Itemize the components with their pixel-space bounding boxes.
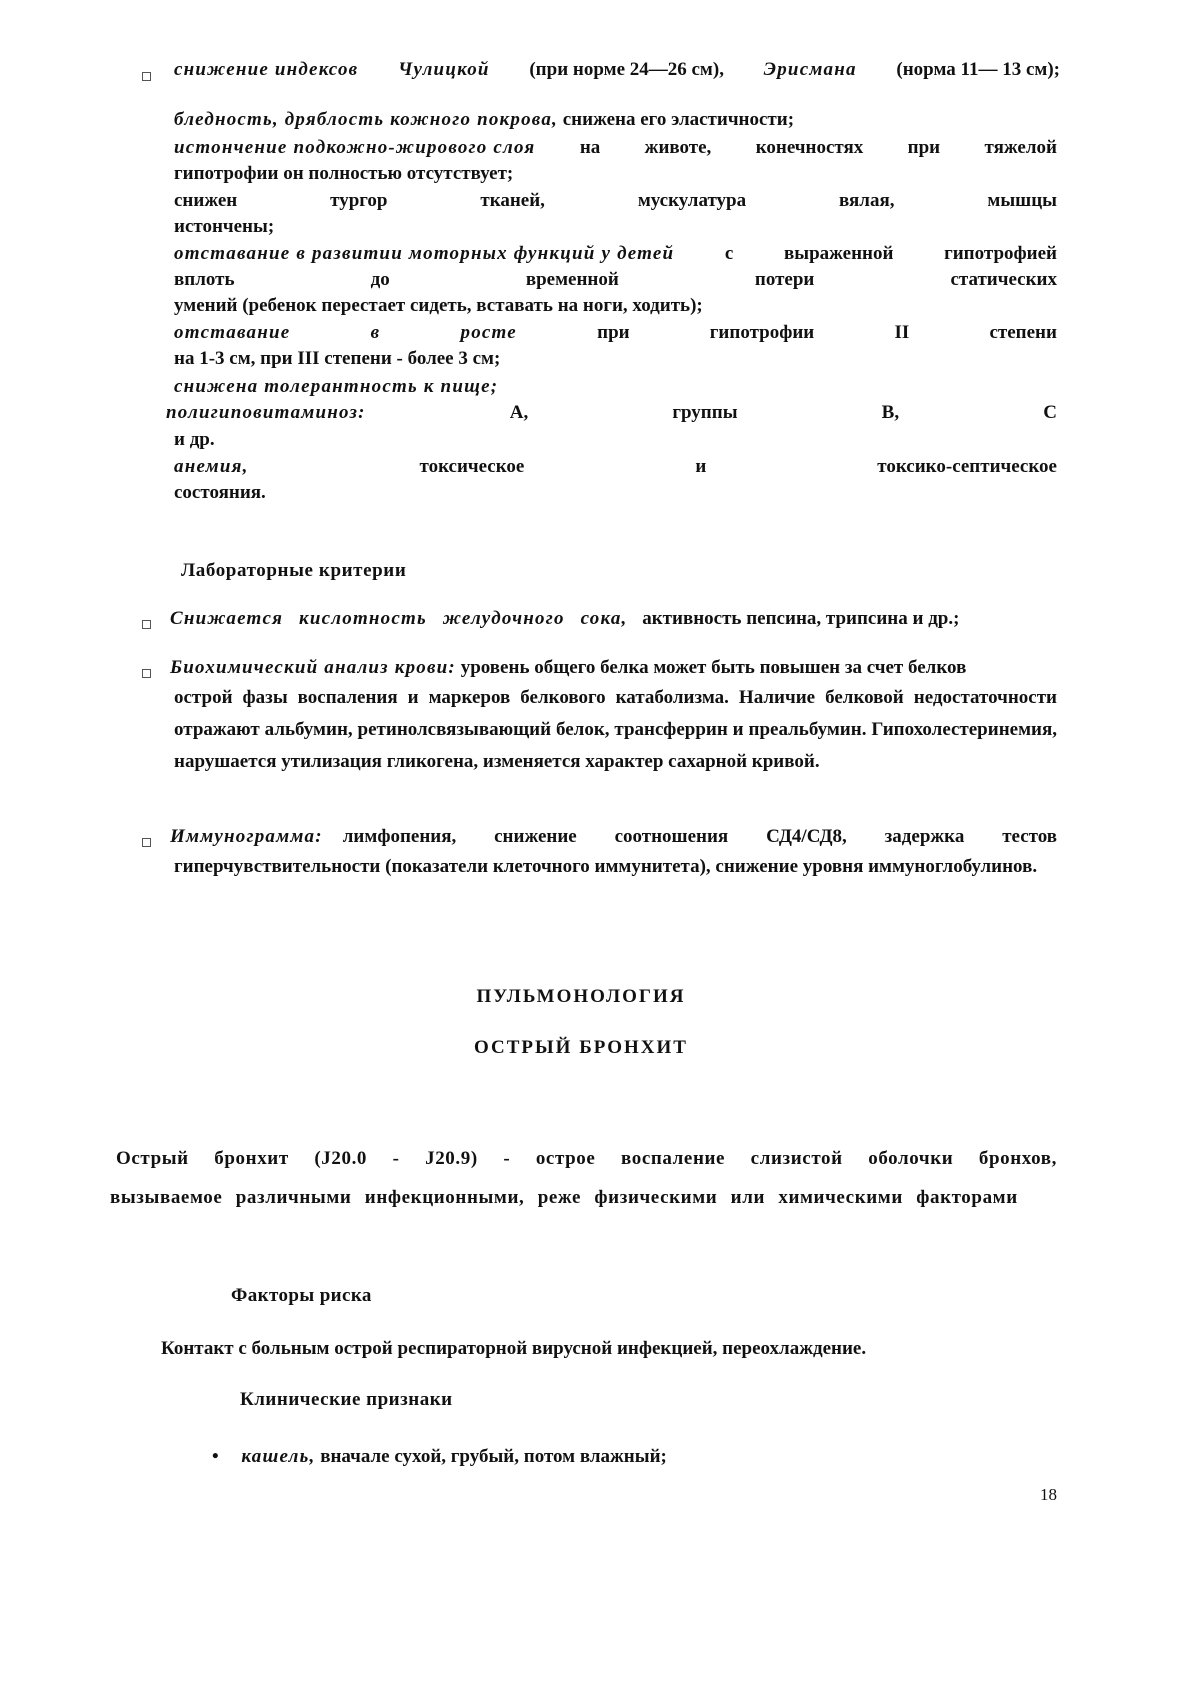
lab-heading: Лабораторные критерии — [181, 560, 407, 581]
paleness-line — [174, 109, 794, 131]
anemia-word: токсическое — [419, 456, 525, 477]
thinning-word: тяжелой — [984, 137, 1057, 158]
growth-word: при — [597, 322, 630, 343]
turgor-word: мышцы — [987, 190, 1057, 211]
erisman-norm: (норма 11— 13 см); — [896, 59, 1060, 80]
vitamins-line — [166, 402, 1057, 424]
growth-italic: отставание — [174, 322, 291, 343]
lab-biochem-line — [170, 657, 966, 679]
turgor-word: тканей, — [480, 190, 545, 211]
thinning-word: при — [907, 137, 941, 158]
definition-paragraph: Острый бронхит (J20.0 - J20.9) - острое воспаление слизистой оболочки бронхов, вызываемое различными инфекционными, реже физическими или химическими факторами — [110, 1148, 1057, 1208]
motor-word: до — [370, 269, 390, 290]
clinical-heading: Клинические признаки — [240, 1389, 453, 1410]
risk-heading: Факторы риска — [231, 1285, 372, 1306]
bullet-marker — [142, 72, 151, 81]
indices-line — [174, 59, 1060, 81]
risk-text: Контакт с больным острой респираторной вирусной инфекцией, переохлаждение. — [161, 1338, 867, 1359]
bullet-dot: • — [212, 1446, 219, 1467]
turgor-word: мускулатура — [637, 190, 747, 211]
cough-line — [212, 1446, 667, 1468]
section-title: ПУЛЬМОНОЛОГИЯ — [476, 986, 686, 1007]
growth-word: гипотрофии — [709, 322, 815, 343]
biochem-text: уровень общего белка может быть повышен за счет белков — [460, 657, 967, 678]
bullet-marker — [142, 620, 151, 629]
vitamins-line-2: и др. — [174, 429, 215, 450]
vitamins-word: В, — [881, 402, 900, 423]
cough-italic: кашель, — [241, 1446, 316, 1467]
erisman-italic: Эрисмана — [763, 59, 857, 80]
thinning-word: на — [579, 137, 601, 158]
cough-text: вначале сухой, грубый, потом влажный; — [320, 1446, 667, 1467]
vitamins-italic: полигиповитаминоз: — [166, 402, 366, 423]
turgor-line-2: истончены; — [174, 216, 275, 237]
paleness-text: снижена его эластичности; — [562, 109, 795, 130]
turgor-line — [174, 190, 1057, 212]
growth-italic: в — [370, 322, 381, 343]
turgor-word: вялая, — [839, 190, 895, 211]
growth-italic: росте — [460, 322, 517, 343]
paleness-italic: бледность, дряблость кожного покрова, — [174, 109, 558, 130]
motor-word: временной — [525, 269, 619, 290]
biochem-italic: Биохимический анализ крови: — [170, 657, 456, 678]
acidity-text: активность пепсина, трипсина и др.; — [642, 608, 960, 629]
tolerance-line: снижена толерантность к пище; — [174, 376, 499, 397]
motor-word: вплоть — [174, 269, 235, 290]
growth-line — [174, 322, 1057, 344]
chulitskaya-italic: Чулицкой — [398, 59, 490, 80]
acidity-italic: Снижается кислотность желудочного сока, — [170, 608, 628, 629]
growth-word: II — [894, 322, 910, 343]
motor-word: статических — [950, 269, 1057, 290]
anemia-line-2: состояния. — [174, 482, 266, 503]
anemia-word: и — [695, 456, 707, 477]
lab-immuno-line — [170, 826, 1057, 848]
thinning-line — [174, 137, 1057, 159]
indices-italic: снижение индексов — [174, 59, 359, 80]
anemia-italic: анемия, — [174, 456, 249, 477]
lab-immuno-paragraph: гиперчувствительности (показатели клеточного иммунитета), снижение уровня иммуноглобулинов. — [174, 856, 1038, 877]
section-subtitle: ОСТРЫЙ БРОНХИТ — [474, 1037, 688, 1058]
bullet-marker — [142, 669, 151, 678]
turgor-word: тургор — [330, 190, 388, 211]
page-number: 18 — [1040, 1485, 1057, 1504]
thinning-line-2: гипотрофии он полностью отсутствует; — [174, 163, 514, 184]
motor-line-2 — [174, 269, 1057, 291]
immuno-text: лимфопения, снижение соотношения СД4/СД8, задержка тестов — [342, 826, 1057, 847]
chulitskaya-norm: (при норме 24—26 см), — [529, 59, 724, 80]
growth-line-2: на 1-3 см, при III степени - более 3 см; — [174, 348, 501, 369]
vitamins-word: С — [1043, 402, 1057, 423]
vitamins-word: группы — [672, 402, 738, 423]
immuno-italic: Иммунограмма: — [170, 826, 323, 847]
motor-word: с — [724, 243, 734, 264]
thinning-italic: истончение подкожно-жирового слоя — [174, 137, 536, 158]
turgor-word: снижен — [174, 190, 238, 211]
motor-italic: отставание в развитии моторных функций у детей — [174, 243, 675, 264]
bullet-marker — [142, 838, 151, 847]
vitamins-word: А, — [509, 402, 529, 423]
motor-line-3: умений (ребенок перестает сидеть, вставать на ноги, ходить); — [174, 295, 703, 316]
lab-biochem-paragraph: острой фазы воспаления и маркеров белкового катаболизма. Наличие белковой недостаточности отражают альбумин, ретинолсвязывающий белок, трансферрин и преальбумин. Гипохолестеринемия, нарушается утилизация гликогена, изменяется характер сахарной кривой. — [174, 687, 1057, 772]
anemia-word: токсико-септическое — [877, 456, 1057, 477]
anemia-line — [174, 456, 1057, 478]
thinning-word: животе, — [644, 137, 712, 158]
lab-acidity-line — [170, 608, 959, 630]
growth-word: степени — [989, 322, 1057, 343]
motor-word: потери — [754, 269, 815, 290]
motor-line — [174, 243, 1057, 265]
motor-word: выраженной — [783, 243, 894, 264]
motor-word: гипотрофией — [944, 243, 1057, 264]
thinning-word: конечностях — [755, 137, 864, 158]
